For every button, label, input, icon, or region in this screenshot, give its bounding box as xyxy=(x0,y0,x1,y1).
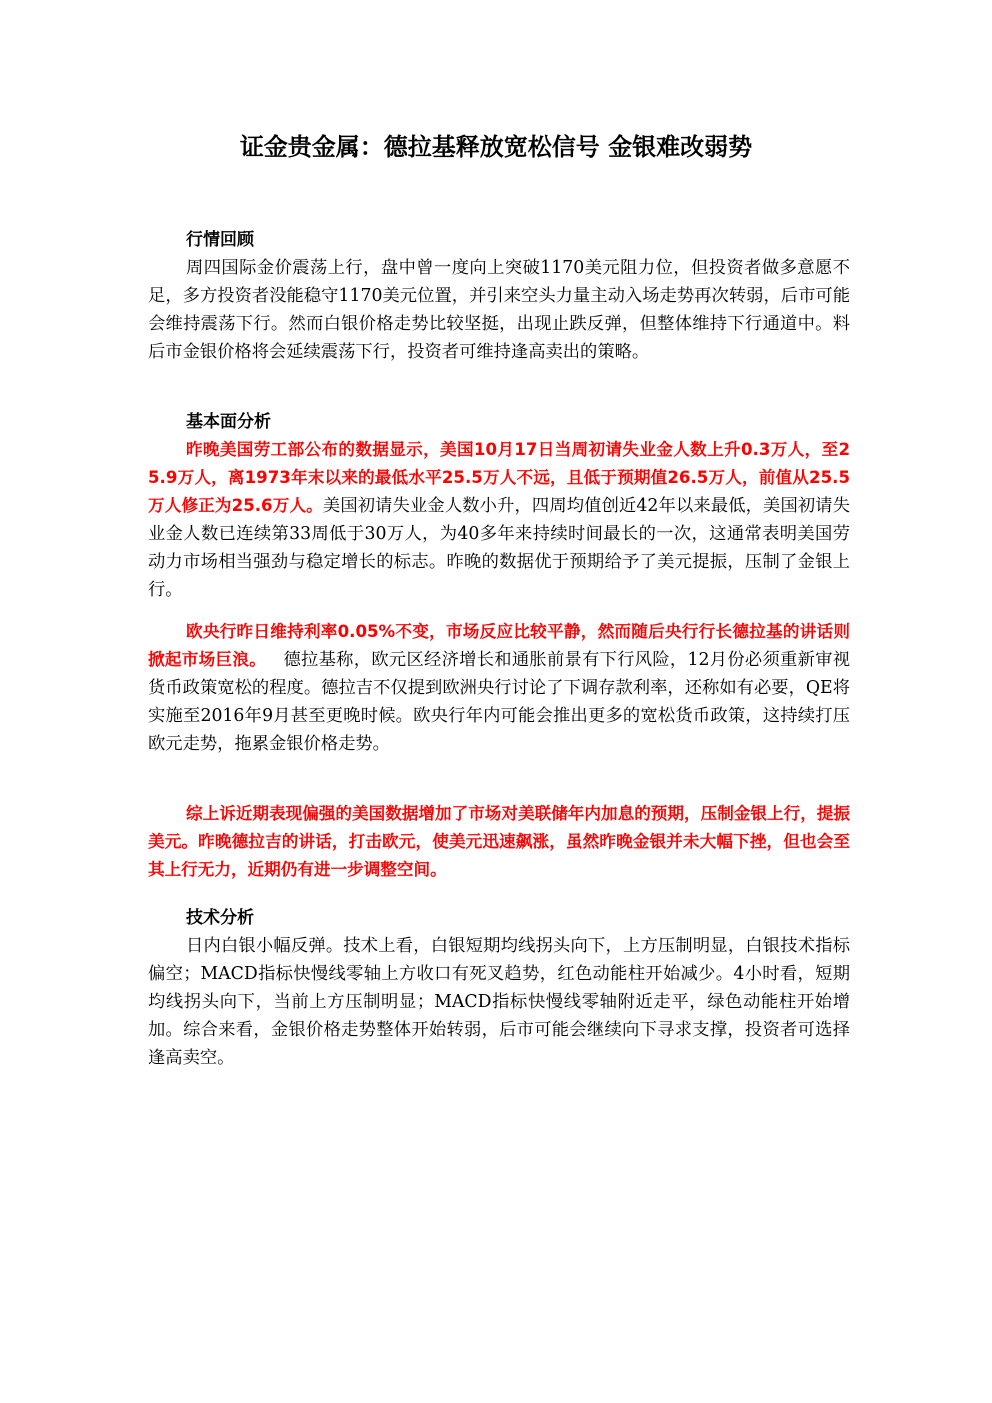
section-heading-fundamentals: 基本面分析 xyxy=(186,412,271,432)
section-heading-market-review: 行情回顾 xyxy=(186,230,254,250)
fundamentals-p1-text: 美国初请失业金人数小升，四周均值创近42年以来最低，美国初请失业金人数已连续第33周低于30万人，为40多年来持续时间最长的一次，这通常表明美国劳动力市场相当强劲与稳定增长的标志。昨晚的数据优于预期给予了美元提振，压制了金银上行。 xyxy=(148,496,850,600)
technical-paragraph: 日内白银小幅反弹。技术上看，白银短期均线拐头向下，上方压制明显，白银技术指标偏空；MACD指标快慢线零轴上方收口有死叉趋势，红色动能柱开始减少。4小时看，短期均线拐头向下，当前上方压制明显；MACD指标快慢线零轴附近走平，绿色动能柱开始增加。综合来看，金银价格走势整体开始转弱，后市可能会继续向下寻求支撑，投资者可选择逢高卖空。 xyxy=(148,936,850,1068)
section-heading-technical: 技术分析 xyxy=(186,908,254,928)
market-review-paragraph: 周四国际金价震荡上行，盘中曾一度向上突破1170美元阻力位，但投资者做多意愿不足，多方投资者没能稳守1170美元位置，并引来空头力量主动入场走势再次转弱，后市可能会维持震荡下行。然而白银价格走势比较坚挺，出现止跌反弹，但整体维持下行通道中。料后市金银价格将会延续震荡下行，投资者可维持逢高卖出的策略。 xyxy=(148,258,850,362)
fundamentals-paragraph-3-block xyxy=(148,800,850,884)
section-fundamentals xyxy=(148,408,850,604)
fundamentals-paragraph-2 xyxy=(148,618,850,758)
document-title: 证金贵金属：德拉基释放宽松信号 金银难改弱势 xyxy=(239,133,753,161)
fundamentals-paragraph-3 xyxy=(148,800,850,884)
fundamentals-paragraph-1 xyxy=(148,436,850,604)
fundamentals-p2-highlight: 欧央行昨日维持利率0.05%不变，市场反应比较平静，然而随后央行行长德拉基的讲话则掀起市场巨浪。 xyxy=(148,622,850,669)
section-market-review xyxy=(148,226,850,366)
fundamentals-p2-text: 德拉基称，欧元区经济增长和通胀前景有下行风险，12月份必须重新审视货币政策宽松的程度。德拉吉不仅提到欧洲央行讨论了下调存款利率，还称如有必要，QE将实施至2016年9月甚至更晚时候。欧央行年内可能会推出更多的宽松货币政策，这持续打压欧元走势，拖累金银价格走势。 xyxy=(148,650,850,754)
fundamentals-p1-highlight: 昨晚美国劳工部公布的数据显示，美国10月17日当周初请失业金人数上升0.3万人，至25.9万人，离1973年末以来的最低水平25.5万人不远，且低于预期值26.5万人，前值从25.5万人修正为25.6万人。 xyxy=(148,440,850,515)
fundamentals-paragraph-2-block xyxy=(148,618,850,758)
section-technical xyxy=(148,904,850,1072)
fundamentals-p3-highlight: 综上诉近期表现偏强的美国数据增加了市场对美联储年内加息的预期，压制金银上行，提振美元。昨晚德拉吉的讲话，打击欧元，使美元迅速飙涨，虽然昨晚金银并未大幅下挫，但也会至其上行无力，近期仍有进一步调整空间。 xyxy=(148,804,850,879)
